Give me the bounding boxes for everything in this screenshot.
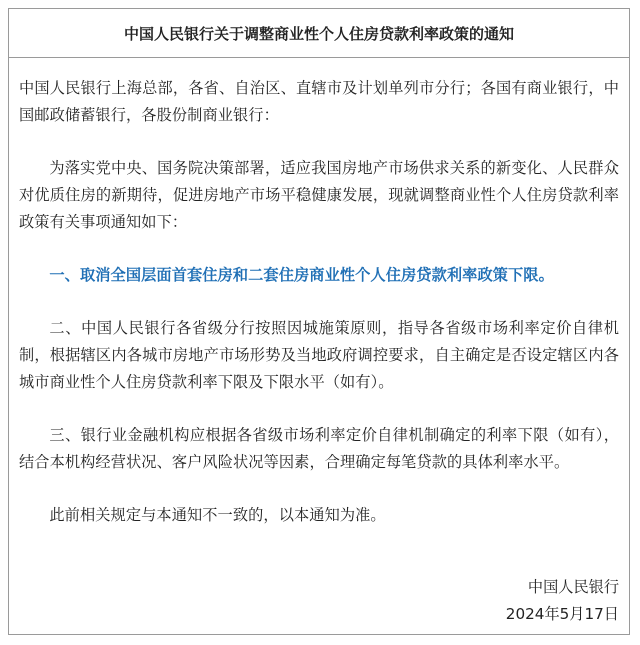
- item-three-paragraph: 三、银行业金融机构应根据各省级市场利率定价自律机制确定的利率下限（如有），结合本机构经营状况、客户风险状况等因素，合理确定每笔贷款的具体利率水平。: [19, 426, 619, 471]
- notice-body: [19, 59, 619, 529]
- item-one-highlighted: 一、取消全国层面首套住房和二套住房商业性个人住房贷款利率政策下限。: [49, 266, 554, 284]
- intro-paragraph: 为落实党中央、国务院决策部署，适应我国房地产市场供求关系的新变化、人民群众对优质住房的新期待，促进房地产市场平稳健康发展，现就调整商业性个人住房贷款利率政策有关事项通知如下：: [19, 159, 619, 231]
- addressee-paragraph: 中国人民银行上海总部，各省、自治区、直辖市及计划单列市分行；各国有商业银行，中国邮政储蓄银行，各股份制商业银行：: [19, 79, 619, 124]
- signer-name: 中国人民银行: [527, 578, 619, 596]
- issue-date: 2024年5月17日: [505, 605, 619, 623]
- notice-frame: [8, 8, 630, 635]
- closing-paragraph: 此前相关规定与本通知不一致的，以本通知为准。: [49, 506, 386, 524]
- signature-block: [506, 574, 619, 628]
- item-two-paragraph: 二、中国人民银行各省级分行按照因城施策原则，指导各省级市场利率定价自律机制，根据辖区内各城市房地产市场形势及当地政府调控要求，自主确定是否设定辖区内各城市商业性个人住房贷款利率下限及下限水平（如有）。: [19, 319, 619, 391]
- notice-title: 中国人民银行关于调整商业性个人住房贷款利率政策的通知: [9, 9, 629, 58]
